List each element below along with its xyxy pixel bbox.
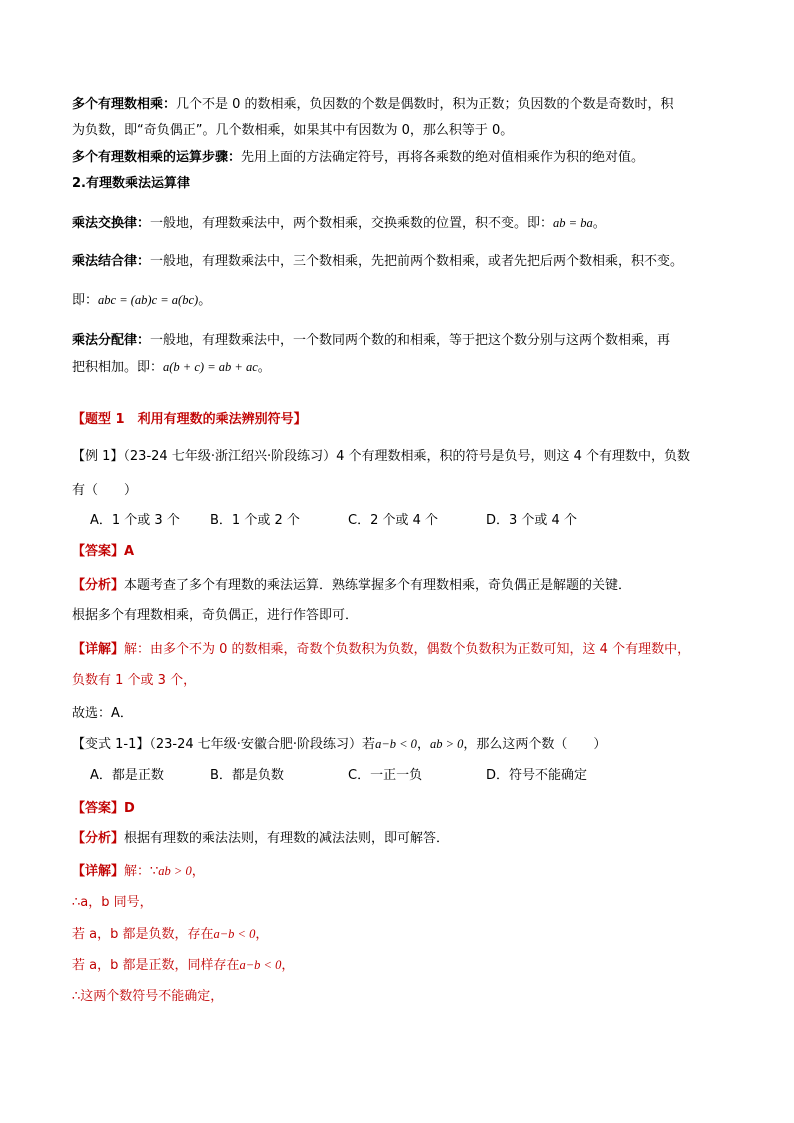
rule-multi-multiply-text2: 为负数，即“奇负偶正”。几个数相乘，如果其中有因数为 0，那么积等于 0。 xyxy=(72,123,514,138)
rule-steps-label: 多个有理数相乘的运算步骤： xyxy=(72,150,242,165)
example1-detail-tag: 【详解】 xyxy=(72,642,125,657)
example1-question-line1 xyxy=(72,448,690,466)
distributive-law-formula: a(b + c) = ab + ac xyxy=(163,360,258,374)
variant1-detail4-pre: 若 a，b 都是正数，同样存在 xyxy=(72,958,240,973)
variant1-option-a: A．都是正数 xyxy=(90,768,164,783)
variant1-detail4-post: ， xyxy=(281,958,295,973)
variant1-condition1: a−b < 0 xyxy=(375,737,417,751)
example1-detail2: 负数有 1 个或 3 个， xyxy=(72,673,197,688)
example1-detail1: 解：由多个不为 0 的数相乘，奇数个负数积为负数，偶数个负数积为正数可知，这 4 个有理数中， xyxy=(124,642,691,657)
commutative-law-line xyxy=(72,214,606,233)
variant1-detail-line4 xyxy=(72,956,294,975)
distributive-law-text2: 把积相加。即： xyxy=(72,360,164,375)
example1-question1: （23-24 七年级·浙江绍兴·阶段练习）4 个有理数相乘，积的符号是负号，则这 4 个有理数中，负数 xyxy=(123,449,691,464)
rule-steps-line xyxy=(72,149,644,167)
variant1-option-c: C．一正一负 xyxy=(348,768,423,783)
section-title-multiplication-laws: 2.有理数乘法运算律 xyxy=(72,176,190,191)
variant1-detail1-math: ab > 0 xyxy=(158,864,192,878)
example1-detail-line1 xyxy=(72,641,690,659)
example1-option-a: A．1 个或 3 个 xyxy=(90,513,180,528)
variant1-detail1-post: ， xyxy=(191,864,205,879)
associative-law-formula-line xyxy=(72,291,211,310)
variant1-comma: ， xyxy=(416,737,430,752)
variant1-detail3-post: ， xyxy=(255,927,269,942)
example1-answer: A xyxy=(124,544,135,559)
variant1-analysis: 根据有理数的乘法法则，有理数的减法法则，即可解答． xyxy=(124,831,450,846)
variant1-detail3-pre: 若 a，b 都是负数，存在 xyxy=(72,927,214,942)
variant1-analysis-line xyxy=(72,830,449,848)
rule-steps-text: 先用上面的方法确定符号，再将各乘数的绝对值相乘作为积的绝对值。 xyxy=(241,150,645,165)
associative-law-period: 。 xyxy=(198,293,212,308)
commutative-law-period: 。 xyxy=(592,216,606,231)
variant1-detail3-math: a−b < 0 xyxy=(213,927,256,941)
distributive-law-label: 乘法分配律： xyxy=(72,333,151,348)
variant1-condition2: ab > 0 xyxy=(429,737,464,751)
distributive-law-line1 xyxy=(72,332,670,350)
variant1-question-post: ，那么这两个数（ ） xyxy=(463,737,607,752)
example1-analysis1: 本题考查了多个有理数的乘法运算．熟练掌握多个有理数相乘，奇负偶正是解题的关键． xyxy=(124,578,632,593)
example1-analysis-tag: 【分析】 xyxy=(72,578,125,593)
commutative-law-text: 一般地，有理数乘法中，两个数相乘，交换乘数的位置，积不变。即： xyxy=(150,216,554,231)
variant1-detail4-math: a−b < 0 xyxy=(239,958,282,972)
example1-analysis-line1 xyxy=(72,577,631,595)
variant1-option-d: D．符号不能确定 xyxy=(486,768,588,783)
variant1-question-pre: （23-24 七年级·安徽合肥·阶段练习）若 xyxy=(149,737,376,752)
rule-multi-multiply-text1: 几个不是 0 的数相乘，负因数的个数是偶数时，积为正数；负因数的个数是奇数时，积 xyxy=(176,97,674,112)
example1-option-b: B．1 个或 2 个 xyxy=(210,513,300,528)
associative-law-text: 一般地，有理数乘法中，三个数相乘，先把前两个数相乘，或者先把后两个数相乘，积不变。 xyxy=(150,254,684,269)
rule-multi-multiply-line1 xyxy=(72,96,674,114)
variant1-question-line xyxy=(72,735,606,754)
example1-option-c: C．2 个或 4 个 xyxy=(348,513,439,528)
associative-law-prefix: 即： xyxy=(72,293,99,308)
associative-law-label: 乘法结合律： xyxy=(72,254,151,269)
distributive-law-line2 xyxy=(72,358,271,377)
commutative-law-formula: ab = ba xyxy=(553,216,593,230)
example1-question2: 有（ ） xyxy=(72,483,138,498)
associative-law-formula: abc = (ab)c = a(bc) xyxy=(98,293,199,307)
distributive-law-text1: 一般地，有理数乘法中，一个数同两个数的和相乘，等于把这个数分别与这两个数相乘，再 xyxy=(150,333,671,348)
example1-answer-line xyxy=(72,543,134,561)
variant1-option-b: B．都是负数 xyxy=(210,768,284,783)
variant1-label: 【变式 1-1】 xyxy=(72,737,150,752)
example1-answer-tag: 【答案】 xyxy=(72,544,125,559)
example1-option-d: D．3 个或 4 个 xyxy=(486,513,577,528)
topic1-title: 【题型 1 利用有理数的乘法辨别符号】 xyxy=(72,412,307,427)
variant1-detail-line3 xyxy=(72,925,268,944)
variant1-detail5: ∴这两个数符号不能确定， xyxy=(72,989,224,1004)
variant1-detail2: ∴a，b 同号， xyxy=(72,895,153,910)
rule-multi-multiply-label: 多个有理数相乘： xyxy=(72,97,177,112)
variant1-detail1-pre: 解：∵ xyxy=(124,864,159,879)
example1-analysis2: 根据多个有理数相乘，奇负偶正，进行作答即可． xyxy=(72,608,359,623)
associative-law-line xyxy=(72,253,683,271)
example1-detail3: 故选：A． xyxy=(72,706,133,721)
commutative-law-label: 乘法交换律： xyxy=(72,216,151,231)
example1-label: 【例 1】 xyxy=(72,449,124,464)
variant1-analysis-tag: 【分析】 xyxy=(72,831,125,846)
distributive-law-period: 。 xyxy=(257,360,271,375)
variant1-answer-tag: 【答案】 xyxy=(72,801,125,816)
variant1-answer-line xyxy=(72,800,135,818)
variant1-detail-tag: 【详解】 xyxy=(72,864,125,879)
variant1-detail-line1 xyxy=(72,862,205,881)
variant1-answer: D xyxy=(124,801,135,816)
